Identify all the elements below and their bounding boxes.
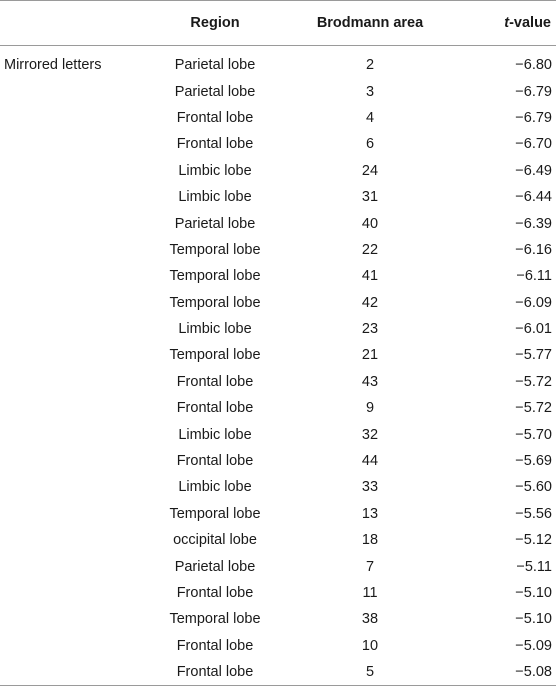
- condition-cell: [0, 158, 140, 184]
- table-row: [0, 395, 556, 421]
- brodmann-area-cell: 9: [365, 400, 375, 417]
- table-row: [0, 501, 556, 527]
- table-row: [0, 184, 556, 210]
- region-cell: Frontal lobe: [176, 453, 254, 470]
- t-value-cell: −6.44: [515, 189, 552, 206]
- table-row: [0, 46, 556, 79]
- t-value-cell: −5.09: [515, 637, 552, 654]
- t-value-cell: −6.70: [515, 136, 552, 153]
- region-cell: Temporal lobe: [169, 611, 261, 628]
- brodmann-area-cell: 21: [361, 347, 379, 364]
- region-cell: Parietal lobe: [174, 57, 256, 74]
- t-value-cell: −5.12: [515, 532, 552, 549]
- condition-cell: [0, 633, 140, 659]
- region-cell: Parietal lobe: [174, 558, 256, 575]
- header-t-suffix: -value: [509, 15, 551, 31]
- condition-cell: [0, 501, 140, 527]
- condition-cell: [0, 290, 140, 316]
- condition-cell: [0, 316, 140, 342]
- region-cell: occipital lobe: [173, 532, 257, 549]
- region-cell: Frontal lobe: [176, 373, 254, 390]
- table-row: [0, 448, 556, 474]
- brodmann-area-cell: 23: [361, 321, 379, 338]
- t-value-cell: −6.79: [515, 83, 552, 100]
- table-row: [0, 553, 556, 579]
- brodmann-area-cell: 5: [365, 664, 375, 681]
- brodmann-area-cell: 6: [365, 136, 375, 153]
- brodmann-area-cell: 3: [365, 83, 375, 100]
- region-cell: Limbic lobe: [178, 321, 252, 338]
- t-value-cell: −5.72: [515, 373, 552, 390]
- t-value-cell: −6.39: [515, 215, 552, 232]
- condition-cell: [0, 421, 140, 447]
- t-value-cell: −5.70: [515, 426, 552, 443]
- condition-cell: [0, 606, 140, 632]
- table-row: [0, 580, 556, 606]
- t-value-cell: −5.08: [515, 664, 552, 681]
- condition-cell: [0, 263, 140, 289]
- table-row: [0, 659, 556, 686]
- table-row: [0, 263, 556, 289]
- header-condition: [0, 1, 140, 46]
- table-row: [0, 210, 556, 236]
- t-value-cell: −5.10: [515, 585, 552, 601]
- t-value-cell: −5.69: [515, 453, 552, 470]
- region-cell: Temporal lobe: [169, 505, 261, 522]
- table-row: [0, 369, 556, 395]
- t-value-cell: −5.72: [515, 400, 552, 417]
- condition-cell: [0, 395, 140, 421]
- table-row: [0, 527, 556, 553]
- header-t-value: [450, 1, 556, 46]
- brodmann-area-cell: 38: [361, 611, 379, 628]
- condition-cell: [0, 78, 140, 104]
- region-cell: Frontal lobe: [176, 585, 254, 601]
- region-cell: Frontal lobe: [176, 400, 254, 417]
- brodmann-area-cell: 11: [362, 585, 378, 601]
- condition-cell: [0, 580, 140, 606]
- header-row: [0, 1, 556, 46]
- t-value-cell: −6.80: [515, 57, 552, 74]
- brodmann-area-cell: 2: [365, 57, 375, 74]
- condition-cell: [0, 474, 140, 500]
- table-body: [0, 46, 556, 686]
- brodmann-area-cell: 7: [365, 558, 375, 575]
- table-row: [0, 158, 556, 184]
- table-row: [0, 316, 556, 342]
- region-cell: Limbic lobe: [178, 426, 252, 443]
- condition-cell: [0, 237, 140, 263]
- t-value-cell: −6.49: [515, 162, 552, 179]
- condition-cell: [0, 527, 140, 553]
- condition-cell: [0, 342, 140, 368]
- t-value-cell: −6.16: [515, 241, 552, 258]
- table-row: [0, 290, 556, 316]
- condition-cell: Mirrored letters: [4, 57, 102, 74]
- table-row: [0, 105, 556, 131]
- table-row: [0, 237, 556, 263]
- table-row: [0, 342, 556, 368]
- t-value-cell: −5.10: [515, 611, 552, 628]
- condition-cell: [0, 184, 140, 210]
- header-region: Region: [190, 15, 240, 31]
- t-value-cell: −6.79: [515, 109, 552, 126]
- t-value-cell: −5.77: [515, 347, 552, 364]
- brodmann-area-cell: 42: [361, 294, 379, 311]
- region-cell: Temporal lobe: [169, 294, 261, 311]
- region-cell: Temporal lobe: [169, 268, 261, 285]
- brodmann-area-cell: 18: [361, 532, 379, 549]
- condition-cell: [0, 448, 140, 474]
- condition-cell: [0, 105, 140, 131]
- brodmann-area-cell: 13: [361, 505, 379, 522]
- region-cell: Limbic lobe: [178, 479, 252, 496]
- table-row: [0, 421, 556, 447]
- t-value-cell: −6.11: [516, 268, 552, 285]
- brodmann-area-cell: 41: [361, 268, 379, 285]
- region-cell: Temporal lobe: [169, 347, 261, 364]
- region-cell: Frontal lobe: [176, 109, 254, 126]
- brodmann-area-cell: 24: [361, 162, 379, 179]
- header-brodmann-area: Brodmann area: [316, 15, 424, 31]
- condition-cell: [0, 659, 140, 686]
- table-header: [0, 1, 556, 46]
- condition-cell: [0, 553, 140, 579]
- brodmann-area-cell: 10: [361, 637, 379, 654]
- region-cell: Frontal lobe: [176, 664, 254, 681]
- t-value-cell: −5.60: [515, 479, 552, 496]
- brodmann-area-cell: 22: [361, 241, 379, 258]
- region-cell: Limbic lobe: [178, 189, 252, 206]
- t-value-cell: −5.56: [515, 505, 552, 522]
- region-cell: Parietal lobe: [174, 83, 256, 100]
- brodmann-area-cell: 43: [361, 373, 379, 390]
- brodmann-area-cell: 4: [365, 109, 375, 126]
- condition-cell: [0, 131, 140, 157]
- condition-cell: [0, 369, 140, 395]
- brodmann-area-cell: 40: [361, 215, 379, 232]
- t-value-cell: −6.09: [515, 294, 552, 311]
- table-row: [0, 606, 556, 632]
- region-cell: Frontal lobe: [176, 637, 254, 654]
- table-row: [0, 474, 556, 500]
- header-t-italic: t: [504, 15, 510, 31]
- brodmann-area-cell: 32: [361, 426, 379, 443]
- t-value-cell: −6.01: [515, 321, 552, 338]
- brodmann-area-cell: 33: [361, 479, 379, 496]
- brodmann-area-cell: 44: [361, 453, 379, 470]
- condition-cell: [0, 210, 140, 236]
- region-cell: Temporal lobe: [169, 241, 261, 258]
- table-row: [0, 633, 556, 659]
- region-cell: Frontal lobe: [176, 136, 254, 153]
- table-row: [0, 78, 556, 104]
- region-cell: Parietal lobe: [174, 215, 256, 232]
- table-row: [0, 131, 556, 157]
- t-value-cell: −5.11: [516, 558, 552, 575]
- region-cell: Limbic lobe: [178, 162, 252, 179]
- brodmann-area-cell: 31: [361, 189, 379, 206]
